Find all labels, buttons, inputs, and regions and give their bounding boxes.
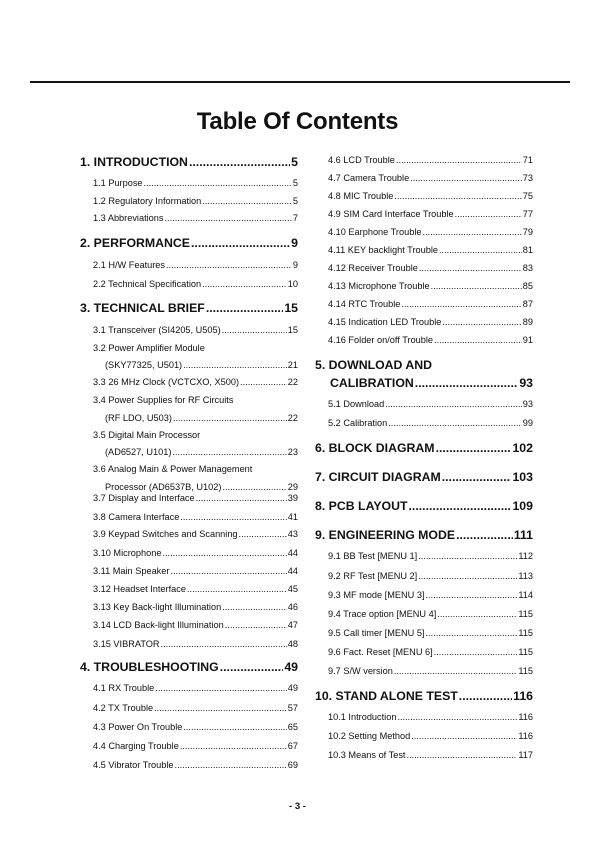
toc-entry-page: 67 (287, 741, 298, 751)
toc-entry (80, 279, 298, 289)
toc-entry-label: 3.3 26 MHz Clock (VCTCXO, X500) (93, 377, 240, 387)
toc-entry (80, 196, 298, 206)
toc-entry-page: 81 (522, 245, 533, 255)
toc-entry (80, 430, 298, 440)
dot-leader (206, 301, 284, 315)
toc-entry (80, 325, 298, 335)
top-rule (30, 81, 570, 83)
toc-entry-label: 7. CIRCUIT DIAGRAM (315, 470, 441, 484)
toc-entry-page: 117 (518, 750, 533, 760)
dot-leader (173, 413, 287, 423)
toc-entry (315, 209, 533, 219)
toc-entry-page: 87 (522, 299, 533, 309)
toc-entry-page: 113 (518, 571, 533, 581)
toc-entry-page: 7 (292, 213, 298, 223)
dot-leader (191, 236, 290, 250)
dot-leader (415, 376, 519, 390)
page-title: Table Of Contents (196, 108, 399, 135)
toc-entry-page: 99 (522, 418, 533, 428)
toc-entry (80, 360, 298, 370)
toc-entry-page: 89 (522, 317, 533, 327)
toc-section-entry (80, 660, 298, 674)
toc-entry (80, 620, 298, 630)
toc-entry-label: 4.15 Indication LED Trouble (328, 317, 442, 327)
toc-entry-label: 4.9 SIM Card Interface Trouble (328, 209, 454, 219)
toc-entry-page: 5 (291, 155, 298, 169)
toc-entry-label: 1.1 Purpose (93, 178, 143, 188)
toc-entry (80, 639, 298, 649)
toc-entry-page: 91 (522, 335, 533, 345)
toc-entry-page: 73 (522, 173, 533, 183)
dot-leader (431, 281, 522, 291)
toc-entry-label: Processor (AD6537B, U102) (105, 482, 222, 492)
toc-entry (315, 173, 533, 183)
toc-entry-page: 45 (287, 584, 298, 594)
dot-leader (434, 647, 518, 657)
toc-entry-label: 3.4 Power Supplies for RF Circuits (93, 395, 234, 405)
toc-entry-label: 8. PCB LAYOUT (315, 499, 408, 513)
toc-entry-label: 3. TECHNICAL BRIEF (80, 301, 205, 315)
toc-section-entry (315, 470, 533, 484)
toc-entry (80, 395, 298, 405)
toc-entry (315, 551, 533, 561)
toc-entry-label: 4.6 LCD Trouble (328, 155, 395, 165)
toc-entry (315, 399, 533, 409)
toc-entry (80, 377, 298, 387)
toc-entry-label: 4.4 Charging Trouble (93, 741, 179, 751)
toc-entry-page: 116 (518, 731, 533, 741)
toc-entry (80, 447, 298, 457)
dot-leader (426, 590, 518, 600)
toc-entry (80, 584, 298, 594)
toc-entry-label: 4.14 RTC Trouble (328, 299, 401, 309)
toc-entry-page: 109 (512, 499, 533, 513)
toc-entry (80, 703, 298, 713)
toc-entry-page: 47 (287, 620, 298, 630)
toc-entry-label: 3.9 Keypad Switches and Scanning (93, 529, 238, 539)
toc-entry-label: 4.16 Folder on/off Trouble (328, 335, 434, 345)
toc-section-entry (315, 376, 533, 390)
toc-entry (80, 683, 298, 693)
toc-entry-page: 5 (292, 196, 298, 206)
toc-entry-page: 93 (519, 376, 533, 390)
dot-leader (394, 666, 517, 676)
dot-leader (418, 551, 517, 561)
toc-entry (80, 602, 298, 612)
dot-leader (175, 760, 287, 770)
toc-entry-page: 44 (287, 566, 298, 576)
toc-entry-label: (SKY77325, U501) (105, 360, 183, 370)
toc-entry-page: 116 (513, 689, 533, 703)
dot-leader (388, 418, 522, 428)
toc-entry-label: 9.7 S/W version (328, 666, 393, 676)
dot-leader (225, 620, 287, 630)
toc-entry-page: 43 (287, 529, 298, 539)
toc-entry-label: 2. PERFORMANCE (80, 236, 190, 250)
dot-leader (196, 493, 287, 503)
toc-entry-label: 9.3 MF mode [MENU 3] (328, 590, 425, 600)
toc-entry (315, 155, 533, 165)
dot-leader (222, 325, 287, 335)
toc-entry (80, 464, 298, 474)
dot-leader (183, 360, 287, 370)
toc-entry (80, 260, 298, 270)
toc-entry-page: 75 (522, 191, 533, 201)
dot-leader (170, 566, 286, 576)
dot-leader (442, 317, 521, 327)
toc-entry-label: 3.8 Camera Interface (93, 512, 180, 522)
toc-entry (315, 571, 533, 581)
toc-entry-page: 57 (287, 703, 298, 713)
dot-leader (222, 602, 287, 612)
toc-entry-label: 9. ENGINEERING MODE (315, 528, 456, 542)
toc-entry-label: 3.7 Display and Interface (93, 493, 195, 503)
dot-leader (439, 245, 522, 255)
dot-leader (162, 548, 286, 558)
toc-entry-page: 5 (292, 178, 298, 188)
toc-entry-page: 41 (287, 512, 298, 522)
toc-entry-page: 93 (522, 399, 533, 409)
toc-entry-page: 103 (512, 470, 533, 484)
toc-entry-label: 3.6 Analog Main & Power Management (93, 464, 253, 474)
toc-entry (315, 750, 533, 760)
toc-entry-page: 83 (522, 263, 533, 273)
toc-entry (315, 628, 533, 638)
toc-entry-label: 1. INTRODUCTION (80, 155, 188, 169)
toc-entry (80, 413, 298, 423)
toc-entry-label: 10.3 Means of Test (328, 750, 406, 760)
toc-entry (80, 741, 298, 751)
toc-entry (315, 263, 533, 273)
dot-leader (397, 712, 517, 722)
dot-leader (202, 196, 292, 206)
dot-leader (155, 683, 286, 693)
dot-leader (436, 441, 512, 455)
toc-entry-label: 4.5 Vibrator Trouble (93, 760, 174, 770)
dot-leader (426, 628, 518, 638)
toc-entry-label: 3.13 Key Back-light Illumination (93, 602, 222, 612)
dot-leader (189, 155, 290, 169)
toc-entry (80, 529, 298, 539)
dot-leader (418, 571, 517, 581)
toc-entry (315, 191, 533, 201)
toc-section-entry (80, 155, 298, 169)
toc-entry-page: 10 (287, 279, 298, 289)
dot-leader (183, 722, 286, 732)
dot-leader (408, 499, 511, 513)
dot-leader (455, 209, 522, 219)
toc-entry-page: 115 (518, 647, 533, 657)
toc-entry-label: 10.1 Introduction (328, 712, 397, 722)
dot-leader (385, 399, 522, 409)
dot-leader (202, 279, 287, 289)
toc-entry-page: 115 (518, 609, 533, 619)
dot-leader (161, 639, 287, 649)
toc-entry-label: 5.2 Calibration (328, 418, 388, 428)
toc-entry-page: 44 (287, 548, 298, 558)
dot-leader (442, 470, 512, 484)
dot-leader (180, 512, 286, 522)
toc-entry-page: 77 (522, 209, 533, 219)
toc-entry-label: 4. TROUBLESHOOTING (80, 660, 219, 674)
toc-entry-label: 9.6 Fact. Reset [MENU 6] (328, 647, 433, 657)
toc-entry-page: 22 (287, 413, 298, 423)
toc-entry-label: 3.10 Microphone (93, 548, 162, 558)
toc-entry (80, 213, 298, 223)
toc-entry-page: 114 (518, 590, 533, 600)
toc-entry-label: 10. STAND ALONE TEST (315, 689, 458, 703)
toc-entry (80, 493, 298, 503)
toc-entry-page: 115 (518, 628, 533, 638)
dot-leader (422, 227, 521, 237)
toc-entry-label: 9.5 Call timer [MENU 5] (328, 628, 425, 638)
dot-leader (240, 377, 287, 387)
toc-entry (315, 281, 533, 291)
toc-section-entry (315, 358, 533, 372)
toc-entry (80, 566, 298, 576)
toc-entry-page: 22 (287, 377, 298, 387)
toc-entry-label: 9.2 RF Test [MENU 2] (328, 571, 418, 581)
dot-leader (434, 335, 522, 345)
toc-entry-label: 4.7 Camera Trouble (328, 173, 410, 183)
dot-leader (406, 750, 517, 760)
toc-entry (315, 609, 533, 619)
toc-entry-page: 65 (287, 722, 298, 732)
toc-entry (80, 178, 298, 188)
toc-entry-label: 3.15 VIBRATOR (93, 639, 160, 649)
toc-entry-label: 5.1 Download (328, 399, 385, 409)
toc-entry-label: 9.4 Trace option [MENU 4] (328, 609, 437, 619)
dot-leader (437, 609, 517, 619)
toc-entry-label: 3.11 Main Speaker (93, 566, 170, 576)
toc-entry-label: 4.8 MIC Trouble (328, 191, 394, 201)
toc-section-entry (315, 689, 533, 703)
toc-entry-page: 15 (284, 301, 298, 315)
toc-entry (315, 335, 533, 345)
toc-entry-page: 79 (522, 227, 533, 237)
dot-leader (239, 529, 287, 539)
toc-entry-label: 3.14 LCD Back-light Illumination (93, 620, 224, 630)
toc-entry-page: 49 (287, 683, 298, 693)
toc-entry-label: 3.1 Transceiver (SI4205, U505) (93, 325, 221, 335)
dot-leader (220, 660, 284, 674)
dot-leader (456, 528, 513, 542)
toc-entry-label: 6. BLOCK DIAGRAM (315, 441, 435, 455)
toc-entry (315, 418, 533, 428)
dot-leader (459, 689, 512, 703)
toc-entry-page: 48 (287, 639, 298, 649)
toc-entry (315, 712, 533, 722)
dot-leader (144, 178, 292, 188)
dot-leader (394, 191, 521, 201)
toc-entry-page: 112 (518, 551, 533, 561)
toc-entry-label: 4.10 Earphone Trouble (328, 227, 422, 237)
toc-entry-label: 4.1 RX Trouble (93, 683, 155, 693)
toc-entry (315, 227, 533, 237)
toc-entry (80, 760, 298, 770)
toc-entry-page: 46 (287, 602, 298, 612)
toc-entry-page: 49 (284, 660, 298, 674)
dot-leader (419, 263, 522, 273)
dot-leader (154, 703, 287, 713)
dot-leader (411, 731, 517, 741)
dot-leader (172, 447, 286, 457)
toc-entry-label: 10.2 Setting Method (328, 731, 411, 741)
toc-entry-label: 1.2 Regulatory Information (93, 196, 202, 206)
toc-entry (80, 722, 298, 732)
toc-entry-label: 5. DOWNLOAD AND (315, 358, 433, 372)
toc-entry-page: 85 (522, 281, 533, 291)
dot-leader (187, 584, 287, 594)
toc-entry-label: 1.3 Abbreviations (93, 213, 164, 223)
toc-entry-label: 3.5 Digital Main Processor (93, 430, 201, 440)
page-number: - 3 - (289, 801, 306, 812)
toc-entry (80, 343, 298, 353)
toc-entry (315, 245, 533, 255)
toc-entry-label: 4.12 Receiver Trouble (328, 263, 418, 273)
toc-section-entry (315, 528, 533, 542)
dot-leader (166, 260, 292, 270)
dot-leader (401, 299, 521, 309)
toc-entry (315, 590, 533, 600)
toc-entry-label: 3.12 Headset Interface (93, 584, 186, 594)
toc-entry-page: 21 (287, 360, 298, 370)
toc-entry-page: 116 (518, 712, 533, 722)
toc-section-entry (315, 499, 533, 513)
toc-entry-label: 3.2 Power Amplifier Module (93, 343, 205, 353)
toc-entry-label: 4.3 Power On Trouble (93, 722, 183, 732)
toc-entry (80, 548, 298, 558)
toc-entry-page: 9 (292, 260, 298, 270)
toc-entry-page: 29 (287, 482, 298, 492)
toc-entry-label: 9.1 BB Test [MENU 1] (328, 551, 418, 561)
toc-entry (315, 647, 533, 657)
toc-entry (315, 317, 533, 327)
toc-entry-page: 115 (518, 666, 533, 676)
toc-entry (315, 666, 533, 676)
toc-entry-page: 9 (291, 236, 298, 250)
toc-entry-page: 23 (287, 447, 298, 457)
toc-entry (315, 731, 533, 741)
toc-entry-page: 39 (287, 493, 298, 503)
toc-section-entry (80, 236, 298, 250)
toc-entry-label: 4.13 Microphone Trouble (328, 281, 430, 291)
toc-section-entry (315, 441, 533, 455)
toc-entry-page: 15 (287, 325, 298, 335)
toc-entry (315, 299, 533, 309)
dot-leader (180, 741, 287, 751)
toc-entry-label: CALIBRATION (330, 376, 414, 390)
toc-entry-page: 71 (522, 155, 533, 165)
toc-entry-page: 69 (287, 760, 298, 770)
dot-leader (410, 173, 522, 183)
toc-entry (80, 512, 298, 522)
toc-entry-label: (AD6527, U101) (105, 447, 172, 457)
dot-leader (165, 213, 292, 223)
toc-entry-label: 2.2 Technical Specification (93, 279, 202, 289)
toc-entry-page: 111 (513, 528, 533, 542)
toc-entry-label: 4.2 TX Trouble (93, 703, 154, 713)
toc-entry-page: 102 (512, 441, 533, 455)
dot-leader (396, 155, 522, 165)
toc-entry-label: 2.1 H/W Features (93, 260, 165, 270)
toc-section-entry (80, 301, 298, 315)
toc-entry-label: (RF LDO, U503) (105, 413, 172, 423)
dot-leader (222, 482, 286, 492)
toc-entry-label: 4.11 KEY backlight Trouble (328, 245, 438, 255)
toc-entry (80, 482, 298, 492)
